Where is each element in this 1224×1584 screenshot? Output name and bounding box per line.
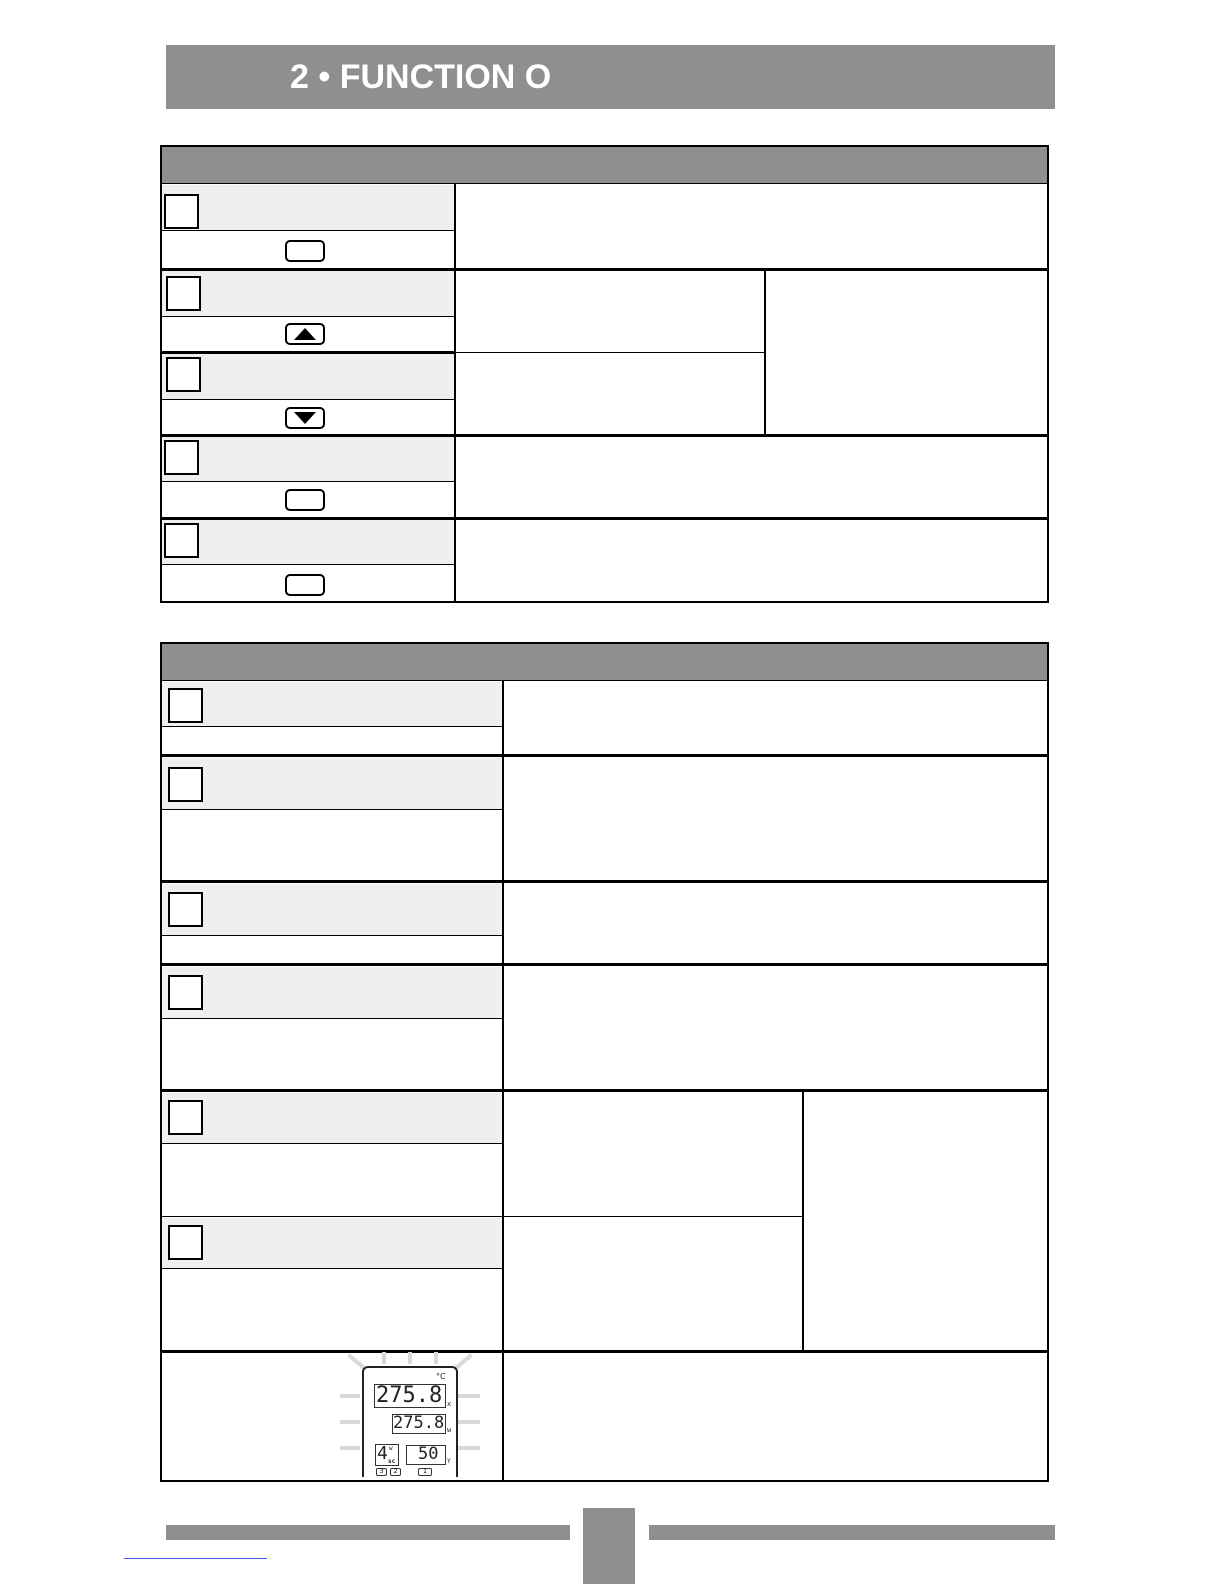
glow-ray [382, 1352, 386, 1364]
blank-key-icon [285, 574, 325, 596]
glow-ray [434, 1352, 438, 1364]
table2-rowD-label-cell [162, 967, 502, 1018]
table2-row-separator-C [162, 963, 1047, 966]
table2-rowC-number-box [168, 892, 203, 927]
down-arrow-key-icon [285, 407, 325, 429]
table2-rowA-number-box [168, 688, 203, 723]
table1-row5-label-cell [162, 520, 454, 564]
glow-ray [340, 1394, 360, 1398]
table2-row-separator-B [162, 880, 1047, 883]
table1-row1-number-box [164, 194, 199, 229]
chapter-title: 2 • FUNCTION O [290, 58, 552, 96]
main-value-suffix: x [447, 1400, 452, 1408]
key-functions-table-header [162, 147, 1047, 184]
glow-ray [340, 1420, 360, 1424]
glow-ray [458, 1420, 480, 1424]
footer-bar-left [166, 1525, 570, 1540]
display-unit: °C [436, 1372, 446, 1381]
table2-rowC-split [162, 935, 502, 936]
table1-row3-label-cell [162, 354, 454, 399]
second-value: 275.8 [393, 1413, 445, 1433]
step-superscript: w [389, 1445, 393, 1452]
table2-column-divider [502, 681, 504, 1480]
table1-row3-number-box [166, 357, 201, 392]
table1-row1-split [162, 230, 454, 231]
up-arrow-key-icon [285, 323, 325, 345]
table2-rowE-split [162, 1143, 502, 1144]
table2-rowD-number-box [168, 975, 203, 1010]
table1-row4-label-cell [162, 437, 454, 481]
blank-key-icon [285, 489, 325, 511]
table2-row-separator-A [162, 754, 1047, 757]
glow-ray [340, 1446, 360, 1450]
display-table-header [162, 644, 1047, 681]
table1-row5-split [162, 564, 454, 565]
table2-rowF-label-cell [162, 1218, 502, 1268]
table2-rowB-split [162, 809, 502, 810]
table2-row-separator-F [162, 1350, 1047, 1353]
table2-rowA-label-cell [162, 682, 502, 726]
table2-row-separator-D [162, 1089, 1047, 1092]
blinking-display-illustration [336, 1352, 486, 1477]
output-value: 50 [418, 1444, 439, 1464]
table1-subcolumn-divider [764, 270, 766, 435]
table1-midcell-separator [456, 352, 764, 353]
footer-bar-right [649, 1525, 1055, 1540]
step-value: 4 [377, 1443, 388, 1464]
footer-link-underline[interactable] [124, 1558, 267, 1559]
glow-ray [408, 1352, 412, 1364]
output-suffix: Y [447, 1458, 451, 1465]
table2-rowF-split [162, 1268, 502, 1269]
blank-key-icon [285, 240, 325, 262]
glow-ray [458, 1394, 480, 1398]
indicator-1: 1 [418, 1468, 432, 1476]
footer-page-tab [583, 1508, 635, 1584]
table1-row4-split [162, 481, 454, 482]
main-value: 275.8 [376, 1383, 443, 1408]
table1-row5-number-box [164, 523, 199, 558]
table2-rowB-label-cell [162, 758, 502, 809]
table2-rowE-label-cell [162, 1093, 502, 1143]
table2-rowB-number-box [168, 767, 203, 802]
table1-row2-label-cell [162, 271, 454, 316]
table2-subcolumn-divider [802, 1091, 804, 1350]
table1-row2-number-box [166, 276, 201, 311]
table2-rowD-split [162, 1018, 502, 1019]
glow-ray [458, 1446, 480, 1450]
table1-row1-label-cell [162, 185, 454, 230]
second-value-suffix: w [447, 1426, 452, 1434]
table2-rowF-number-box [168, 1225, 203, 1260]
indicator-2: 2 [390, 1468, 401, 1476]
table1-row2-split [162, 316, 454, 317]
table1-column-divider [454, 184, 456, 601]
table2-rowA-split [162, 726, 502, 727]
step-subscript: sc [388, 1458, 396, 1465]
table1-row4-number-box [164, 440, 199, 475]
table2-row-separator-E [162, 1216, 802, 1217]
table2-rowE-number-box [168, 1100, 203, 1135]
indicator-3: 3 [376, 1468, 387, 1476]
table1-row3-split [162, 399, 454, 400]
table2-rowC-label-cell [162, 884, 502, 935]
